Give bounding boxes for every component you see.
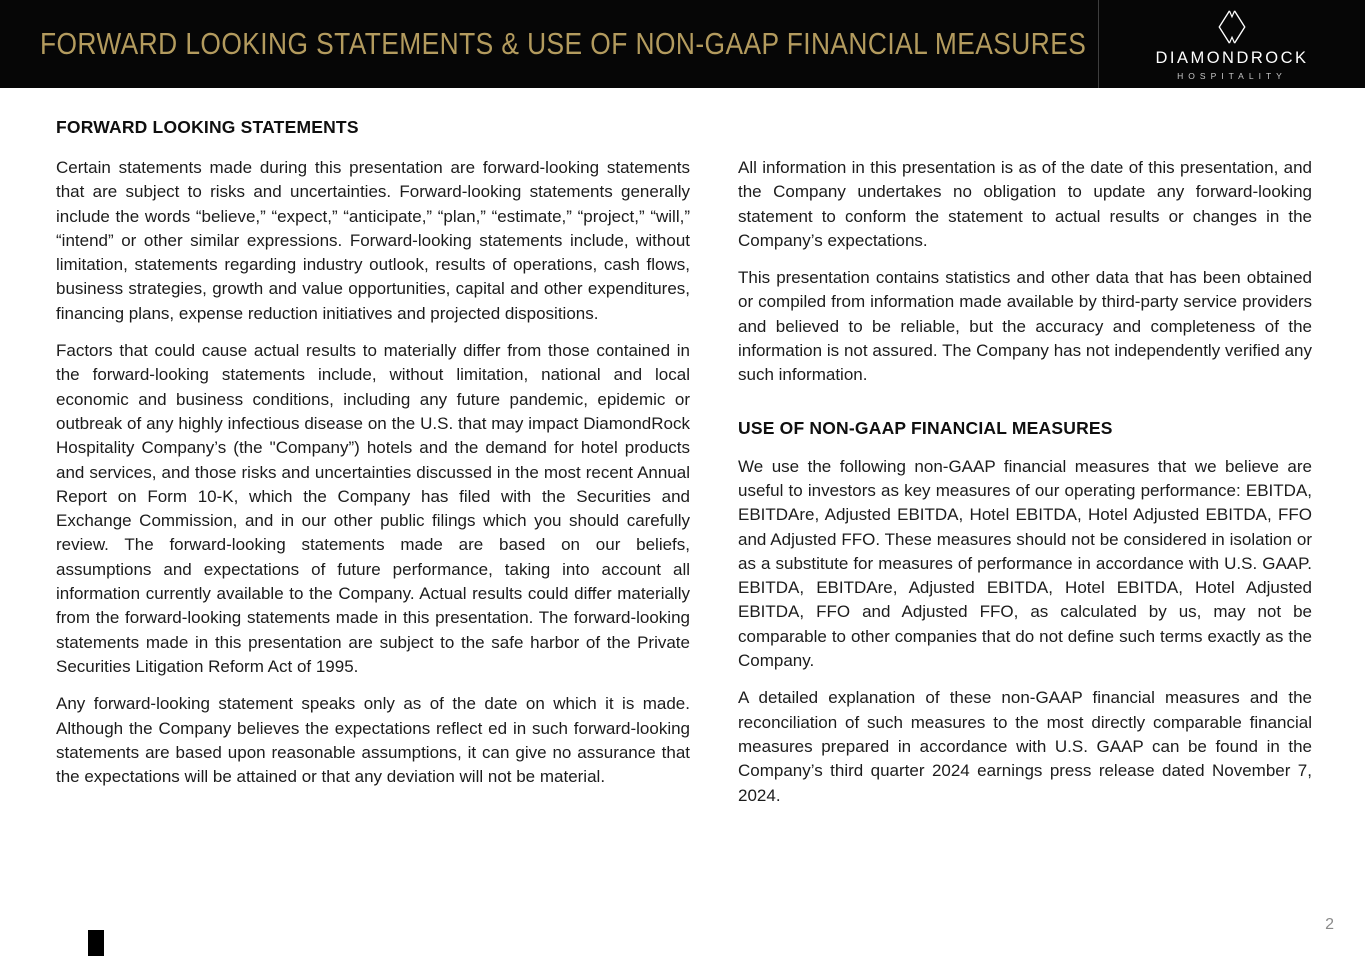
header-bar	[0, 0, 1365, 88]
logo-subtitle: HOSPITALITY	[1177, 70, 1287, 81]
page-number: 2	[1325, 916, 1334, 933]
right-column	[738, 156, 1312, 821]
paragraph: All information in this presentation is as of the date of this presentation, and the Company undertakes no obligation to update any forward-looking statement to conform the statement to actual results or changes in the Company’s expectations.	[738, 158, 1312, 250]
paragraph: Certain statements made during this presentation are forward-looking statements that are subject to risks and uncertainties. Forward-looking statements generally include the words “believe,” “expect,” “anticipate,” “plan,” “estimate,” “project,” “will,” “intend” or other similar expressions. Forward-looking statements include, without limitation, statements regarding industry outlook, results of operations, cash flows, business strategies, growth and value opportunities, capital and other expenditures, financing plans, expense reduction initiatives and projected dispositions.	[56, 158, 690, 323]
paragraph: Factors that could cause actual results to materially differ from those contained in the forward-looking statements include, without limitation, national and local economic and business conditions, including any future pandemic, epidemic or outbreak of any highly infectious disease on the U.S. that may impact DiamondRock Hospitality Company’s (the "Company”) hotels and the demand for hotel products and services, and those risks and uncertainties discussed in the most recent Annual Report on Form 10-K, which the Company has filed with the Securities and Exchange Commission, and in our other public filings which you should carefully review. The forward-looking statements made are based on our beliefs, assumptions and expectations of future performance, taking into account all information currently available to the Company. Actual results could differ materially from the forward-looking statements made in this presentation. The forward-looking statements made in this presentation are subject to the safe harbor of the Private Securities Litigation Reform Act of 1995.	[56, 341, 690, 676]
slide-title: FORWARD LOOKING STATEMENTS & USE OF NON-GAAP FINANCIAL MEASURES	[39, 26, 1087, 61]
left-column	[56, 117, 690, 821]
paragraph: Any forward-looking statement speaks only as of the date on which it is made. Although the Company believes the expectations reflect ed in such forward-looking statements are based upon reasonable assumptions, it can give no assurance that the expectations will be attained or that any deviation will not be material.	[56, 694, 690, 787]
paragraph: This presentation contains statistics and other data that has been obtained or compiled from information made available by third-party service providers and believed to be reliable, but the accuracy and completeness of the information is not assured. The Company has not independently verified any such information.	[738, 268, 1312, 385]
left-section-heading: FORWARD LOOKING STATEMENTS	[56, 117, 359, 137]
right-section-heading: USE OF NON-GAAP FINANCIAL MEASURES	[738, 417, 1113, 438]
diamond-logo-icon	[1215, 8, 1249, 46]
company-logo	[1098, 0, 1365, 88]
logo-wordmark: DIAMONDROCK	[1155, 49, 1309, 67]
slide-body	[0, 88, 1365, 821]
bottom-left-accent-bar	[88, 930, 104, 956]
paragraph: A detailed explanation of these non-GAAP financial measures and the reconciliation of such measures to the most directly comparable financial measures prepared in accordance with U.S. GAAP can be found in the Company’s third quarter 2024 earnings press release dated November 7, 2024.	[738, 688, 1312, 805]
paragraph: We use the following non-GAAP financial measures that we believe are useful to investors as key measures of our operating performance: EBITDA, EBITDAre, Adjusted EBITDA, Hotel EBITDA, Hotel Adjusted EBITDA, FFO and Adjusted FFO. These measures should not be considered in isolation or as a substitute for measures of performance in accordance with U.S. GAAP. EBITDA, EBITDAre, Adjusted EBITDA, Hotel EBITDA, Hotel Adjusted EBITDA, FFO and Adjusted FFO, as calculated by us, may not be comparable to other companies that do not define such terms exactly as the Company.	[738, 456, 1312, 671]
